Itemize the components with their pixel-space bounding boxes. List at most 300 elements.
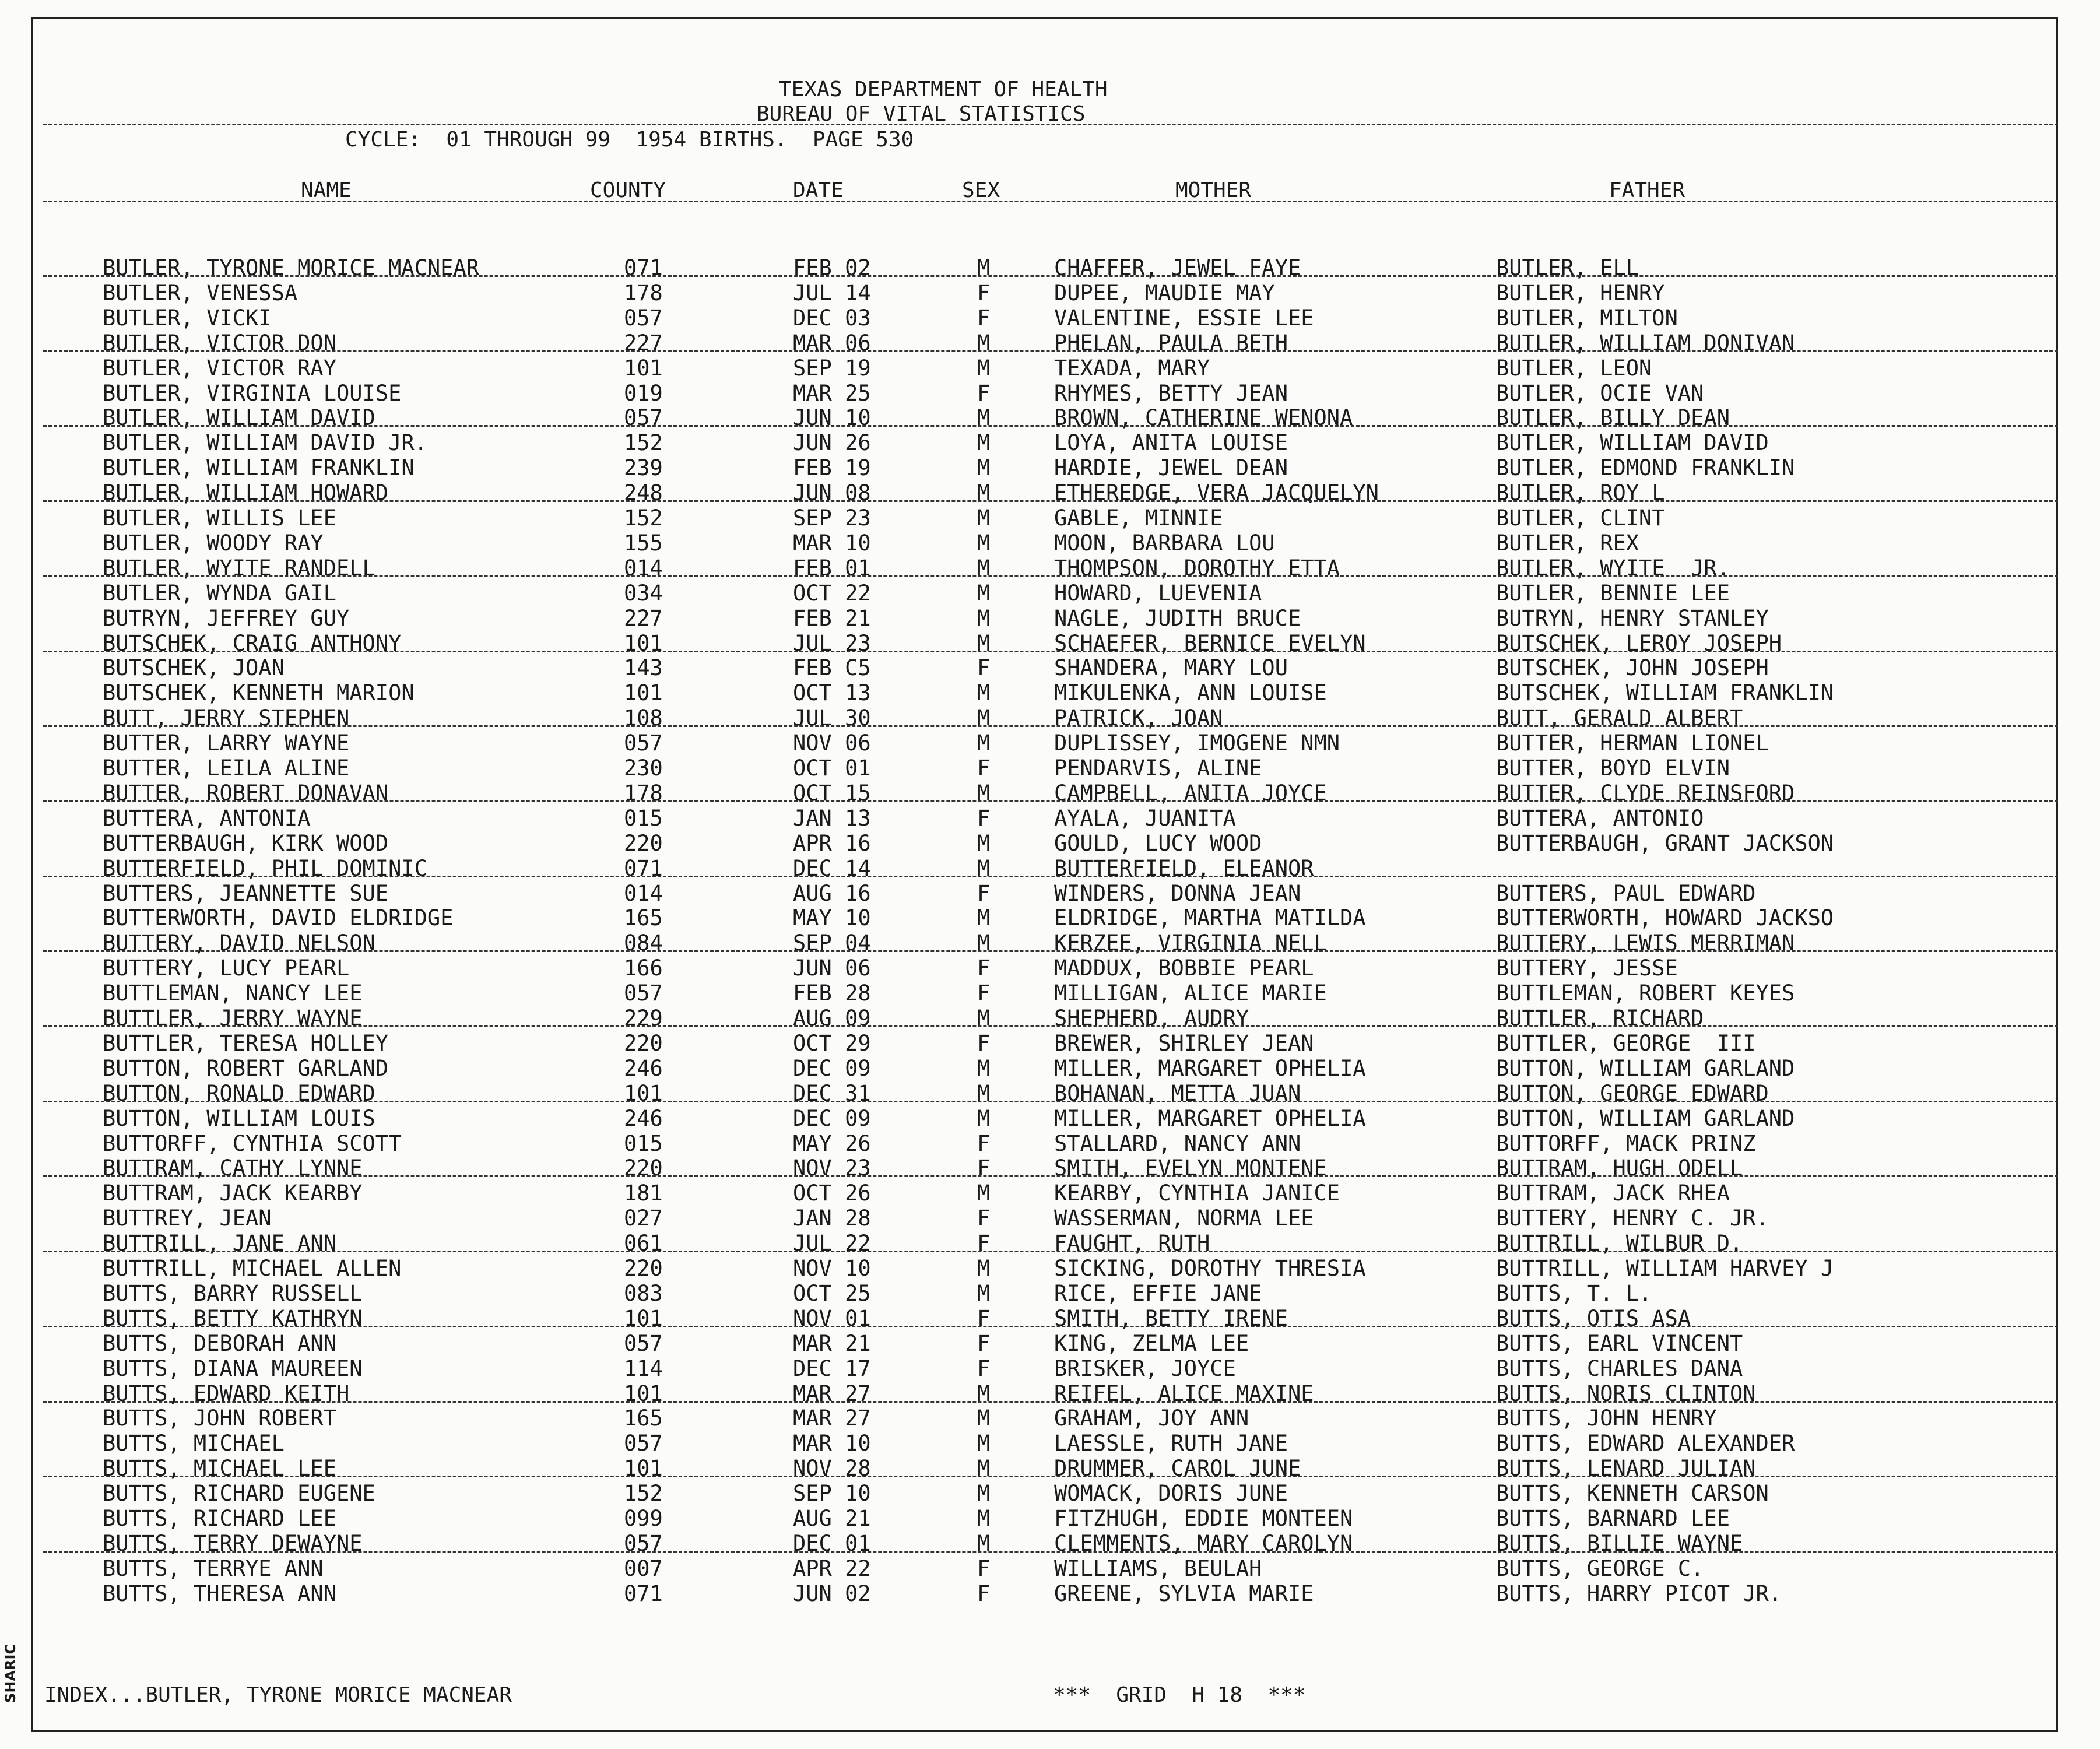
cell-sex: M xyxy=(977,1531,991,1556)
cell-name: BUTLER, WYNDA GAIL xyxy=(103,581,336,606)
cell-father: BUTTON, WILLIAM GARLAND xyxy=(1496,1056,1795,1081)
cell-date: DEC 14 xyxy=(793,856,871,881)
cell-name: BUTLER, VICKI xyxy=(103,305,272,331)
row-rule xyxy=(43,1476,2058,1477)
cell-name: BUTTS, RICHARD LEE xyxy=(103,1506,336,1531)
cell-sex: F xyxy=(977,1581,991,1606)
cell-sex: M xyxy=(977,531,991,556)
cell-name: BUTTERA, ANTONIA xyxy=(103,806,311,831)
cell-county: 057 xyxy=(624,405,663,430)
cell-county: 034 xyxy=(624,581,663,606)
cell-county: 166 xyxy=(624,956,663,981)
col-mother: MOTHER xyxy=(1175,178,1252,202)
cell-father: BUTTS, HARRY PICOT JR. xyxy=(1496,1581,1782,1606)
cell-name: BUTTERY, DAVID NELSON xyxy=(103,930,375,956)
cell-county: 019 xyxy=(624,381,663,406)
table-row xyxy=(0,730,2100,756)
cell-sex: F xyxy=(977,305,991,331)
table-row xyxy=(0,430,2100,455)
table-row xyxy=(0,1581,2100,1606)
cell-county: 220 xyxy=(624,1156,663,1181)
cell-father: BUTSCHEK, LEROY JOSEPH xyxy=(1496,631,1782,656)
table-row xyxy=(0,606,2100,631)
cell-sex: F xyxy=(977,1156,991,1181)
row-rule xyxy=(43,350,2058,352)
table-row xyxy=(0,381,2100,406)
row-rule xyxy=(43,876,2058,877)
row-rule xyxy=(43,1025,2058,1027)
cell-father: BUTLER, ROY L xyxy=(1496,480,1665,505)
cell-county: 239 xyxy=(624,455,663,480)
cell-father: BUTTERBAUGH, GRANT JACKSON xyxy=(1496,831,1834,856)
cell-date: OCT 29 xyxy=(793,1031,871,1056)
cell-mother: SHANDERA, MARY LOU xyxy=(1054,655,1288,680)
cell-sex: M xyxy=(977,930,991,956)
cell-father: BUTTRILL, WILBUR D. xyxy=(1496,1231,1743,1256)
cell-sex: M xyxy=(977,856,991,881)
cell-county: 220 xyxy=(624,1031,663,1056)
cell-date: NOV 23 xyxy=(793,1156,871,1181)
cell-father: BUTTS, T. L. xyxy=(1496,1281,1652,1306)
grid-label: *** GRID H 18 *** xyxy=(1053,1683,1306,1707)
row-rule xyxy=(43,725,2058,727)
cell-father: BUTLER, CLINT xyxy=(1496,505,1665,531)
cell-name: BUTTS, EDWARD KEITH xyxy=(103,1381,350,1406)
cell-mother: RHYMES, BETTY JEAN xyxy=(1054,381,1288,406)
table-row xyxy=(0,531,2100,556)
cell-sex: M xyxy=(977,480,991,505)
cell-name: BUTTS, RICHARD EUGENE xyxy=(103,1481,375,1506)
cell-date: FEB C5 xyxy=(793,655,871,680)
cell-date: MAR 27 xyxy=(793,1381,871,1406)
cell-county: 101 xyxy=(624,356,663,381)
cell-date: DEC 17 xyxy=(793,1356,871,1381)
cell-county: 178 xyxy=(624,781,663,806)
cell-mother: STALLARD, NANCY ANN xyxy=(1054,1131,1301,1156)
cell-name: BUTLER, VICTOR DON xyxy=(103,331,336,356)
cell-name: BUTTRILL, MICHAEL ALLEN xyxy=(103,1256,402,1281)
cell-mother: WOMACK, DORIS JUNE xyxy=(1054,1481,1288,1506)
cell-date: MAR 25 xyxy=(793,381,871,406)
cell-name: BUTLER, WILLIS LEE xyxy=(103,505,336,531)
cell-father: BUTTRAM, HUGH ODELL xyxy=(1496,1156,1743,1181)
cell-county: 152 xyxy=(624,1481,663,1506)
cell-sex: F xyxy=(977,1331,991,1356)
cell-date: MAY 26 xyxy=(793,1131,871,1156)
cell-father: BUTTS, OTIS ASA xyxy=(1496,1306,1691,1331)
cell-sex: M xyxy=(977,1431,991,1456)
cell-father: BUTSCHEK, JOHN JOSEPH xyxy=(1496,655,1769,680)
cell-date: MAR 21 xyxy=(793,1331,871,1356)
col-sex: SEX xyxy=(962,178,1000,202)
cell-name: BUTLER, WILLIAM DAVID xyxy=(103,405,375,430)
cell-county: 083 xyxy=(624,1281,663,1306)
cell-name: BUTTS, BARRY RUSSELL xyxy=(103,1281,363,1306)
cell-father: BUTTERY, JESSE xyxy=(1496,956,1678,981)
cell-mother: BOHANAN, METTA JUAN xyxy=(1054,1081,1301,1106)
cell-county: 246 xyxy=(624,1056,663,1081)
cell-name: BUTSCHEK, KENNETH MARION xyxy=(103,680,415,705)
cell-name: BUTTERY, LUCY PEARL xyxy=(103,956,350,981)
cell-name: BUTTS, MICHAEL xyxy=(103,1431,285,1456)
cell-name: BUTT, JERRY STEPHEN xyxy=(103,705,350,730)
cell-date: APR 16 xyxy=(793,831,871,856)
cell-date: JUL 22 xyxy=(793,1231,871,1256)
table-row xyxy=(0,1206,2100,1231)
cell-father: BUTLER, BENNIE LEE xyxy=(1496,581,1730,606)
cell-county: 015 xyxy=(624,1131,663,1156)
cell-father: BUTLER, WILLIAM DAVID xyxy=(1496,430,1769,455)
row-rule xyxy=(43,1326,2058,1327)
cell-date: DEC 01 xyxy=(793,1531,871,1556)
bureau-title: BUREAU OF VITAL STATISTICS xyxy=(757,102,1086,126)
cell-sex: M xyxy=(977,1256,991,1281)
cell-name: BUTTON, RONALD EDWARD xyxy=(103,1081,375,1106)
table-row xyxy=(0,1331,2100,1356)
cell-mother: DUPEE, MAUDIE MAY xyxy=(1054,280,1275,305)
cell-father: BUTTLER, RICHARD xyxy=(1496,1006,1704,1031)
cell-father: BUTLER, MILTON xyxy=(1496,305,1678,331)
cell-father: BUTTERY, HENRY C. JR. xyxy=(1496,1206,1769,1231)
table-row xyxy=(0,680,2100,705)
row-rule xyxy=(43,950,2058,952)
table-row xyxy=(0,1356,2100,1381)
cell-father: BUTTRILL, WILLIAM HARVEY J xyxy=(1496,1256,1834,1281)
cell-mother: PHELAN, PAULA BETH xyxy=(1054,331,1288,356)
cell-sex: F xyxy=(977,1306,991,1331)
cell-sex: F xyxy=(977,381,991,406)
cell-mother: MILLIGAN, ALICE MARIE xyxy=(1054,981,1327,1006)
cell-father: BUTLER, ELL xyxy=(1496,255,1639,280)
table-row xyxy=(0,505,2100,531)
col-county: COUNTY xyxy=(590,178,666,202)
cell-date: OCT 13 xyxy=(793,680,871,705)
cell-mother: CAMPBELL, ANITA JOYCE xyxy=(1054,781,1327,806)
cell-name: BUTSCHEK, CRAIG ANTHONY xyxy=(103,631,402,656)
cell-sex: M xyxy=(977,1081,991,1106)
cell-father: BUTTER, HERMAN LIONEL xyxy=(1496,730,1769,756)
cell-sex: M xyxy=(977,1456,991,1481)
cell-mother: ETHEREDGE, VERA JACQUELYN xyxy=(1054,480,1379,505)
cell-county: 071 xyxy=(624,1581,663,1606)
cell-date: SEP 23 xyxy=(793,505,871,531)
cell-date: JUL 14 xyxy=(793,280,871,305)
cell-mother: MOON, BARBARA LOU xyxy=(1054,531,1275,556)
cell-sex: M xyxy=(977,255,991,280)
cell-father: BUTSCHEK, WILLIAM FRANKLIN xyxy=(1496,680,1834,705)
table-row xyxy=(0,905,2100,930)
cell-father: BUTTS, CHARLES DANA xyxy=(1496,1356,1743,1381)
cell-father: BUTTERY, LEWIS MERRIMAN xyxy=(1496,930,1795,956)
cell-name: BUTTS, DIANA MAUREEN xyxy=(103,1356,363,1381)
cell-name: BUTTERS, JEANNETTE SUE xyxy=(103,881,389,906)
cell-name: BUTLER, WILLIAM DAVID JR. xyxy=(103,430,427,455)
cell-sex: F xyxy=(977,1031,991,1056)
cell-county: 014 xyxy=(624,881,663,906)
cell-name: BUTTERBAUGH, KIRK WOOD xyxy=(103,831,389,856)
cell-county: 246 xyxy=(624,1106,663,1131)
cell-county: 071 xyxy=(624,255,663,280)
cell-county: 155 xyxy=(624,531,663,556)
cell-date: JUN 06 xyxy=(793,956,871,981)
row-rule xyxy=(43,1251,2058,1252)
cell-mother: BROWN, CATHERINE WENONA xyxy=(1054,405,1353,430)
cell-father: BUTTS, BILLIE WAYNE xyxy=(1496,1531,1743,1556)
cell-name: BUTTS, TERRY DEWAYNE xyxy=(103,1531,363,1556)
cell-date: JUN 26 xyxy=(793,430,871,455)
cell-sex: M xyxy=(977,1106,991,1131)
cell-county: 220 xyxy=(624,831,663,856)
cell-date: AUG 09 xyxy=(793,1006,871,1031)
cell-date: SEP 04 xyxy=(793,930,871,956)
cell-county: 101 xyxy=(624,631,663,656)
cell-date: FEB 28 xyxy=(793,981,871,1006)
cell-name: BUTTER, ROBERT DONAVAN xyxy=(103,781,389,806)
cell-father: BUTTER, BOYD ELVIN xyxy=(1496,756,1730,781)
row-rule xyxy=(43,1101,2058,1102)
table-row xyxy=(0,1256,2100,1281)
cell-county: 057 xyxy=(624,1531,663,1556)
cell-father: BUTTLER, GEORGE III xyxy=(1496,1031,1756,1056)
cell-county: 178 xyxy=(624,280,663,305)
cell-father: BUTTLEMAN, ROBERT KEYES xyxy=(1496,981,1795,1006)
row-rule xyxy=(43,800,2058,802)
cell-county: 007 xyxy=(624,1556,663,1581)
cell-name: BUTTRILL, JANE ANN xyxy=(103,1231,336,1256)
cell-sex: F xyxy=(977,956,991,981)
cell-father: BUTTS, GEORGE C. xyxy=(1496,1556,1704,1581)
table-row xyxy=(0,956,2100,981)
row-rule xyxy=(43,651,2058,652)
cell-date: NOV 28 xyxy=(793,1456,871,1481)
cell-name: BUTTS, BETTY KATHRYN xyxy=(103,1306,363,1331)
cell-father: BUTTON, GEORGE EDWARD xyxy=(1496,1081,1769,1106)
cell-mother: TEXADA, MARY xyxy=(1054,356,1210,381)
cell-name: BUTTER, LARRY WAYNE xyxy=(103,730,350,756)
cell-date: DEC 03 xyxy=(793,305,871,331)
table-row xyxy=(0,881,2100,906)
cell-father: BUTLER, OCIE VAN xyxy=(1496,381,1704,406)
cell-county: 165 xyxy=(624,905,663,930)
cell-name: BUTTLEMAN, NANCY LEE xyxy=(103,981,363,1006)
cell-date: JUN 08 xyxy=(793,480,871,505)
cell-sex: M xyxy=(977,455,991,480)
header-rule xyxy=(43,124,2058,125)
cell-sex: M xyxy=(977,556,991,581)
cell-county: 101 xyxy=(624,680,663,705)
cell-mother: SCHAEFER, BERNICE EVELYN xyxy=(1054,631,1366,656)
cell-sex: M xyxy=(977,1181,991,1206)
col-date: DATE xyxy=(793,178,844,202)
cell-county: 057 xyxy=(624,1431,663,1456)
cell-name: BUTTS, THERESA ANN xyxy=(103,1581,336,1606)
cell-mother: MILLER, MARGARET OPHELIA xyxy=(1054,1056,1366,1081)
cell-county: 014 xyxy=(624,556,663,581)
cell-sex: F xyxy=(977,655,991,680)
cell-sex: M xyxy=(977,680,991,705)
cell-county: 057 xyxy=(624,1331,663,1356)
cell-name: BUTRYN, JEFFREY GUY xyxy=(103,606,350,631)
cell-date: MAR 06 xyxy=(793,331,871,356)
cell-date: MAR 10 xyxy=(793,1431,871,1456)
cell-name: BUTTRAM, CATHY LYNNE xyxy=(103,1156,363,1181)
cell-mother: PATRICK, JOAN xyxy=(1054,705,1223,730)
cell-date: DEC 31 xyxy=(793,1081,871,1106)
cell-date: JUN 10 xyxy=(793,405,871,430)
cell-county: 165 xyxy=(624,1406,663,1431)
table-row xyxy=(0,455,2100,480)
cell-date: OCT 01 xyxy=(793,756,871,781)
cell-name: BUTTS, DEBORAH ANN xyxy=(103,1331,336,1356)
cell-mother: REIFEL, ALICE MAXINE xyxy=(1054,1381,1314,1406)
cell-sex: M xyxy=(977,1406,991,1431)
cell-sex: F xyxy=(977,1356,991,1381)
cell-date: AUG 16 xyxy=(793,881,871,906)
cell-sex: M xyxy=(977,606,991,631)
cell-date: FEB 01 xyxy=(793,556,871,581)
cell-date: FEB 21 xyxy=(793,606,871,631)
cell-mother: PENDARVIS, ALINE xyxy=(1054,756,1262,781)
cell-sex: F xyxy=(977,1556,991,1581)
cell-name: BUTTS, MICHAEL LEE xyxy=(103,1456,336,1481)
cell-county: 220 xyxy=(624,1256,663,1281)
cell-mother: GABLE, MINNIE xyxy=(1054,505,1223,531)
cell-county: 181 xyxy=(624,1181,663,1206)
cell-sex: M xyxy=(977,730,991,756)
cell-mother: BUTTERFIELD, ELEANOR xyxy=(1054,856,1314,881)
cell-name: BUTLER, VENESSA xyxy=(103,280,298,305)
cell-date: APR 22 xyxy=(793,1556,871,1581)
cell-father: BUTTS, LENARD JULIAN xyxy=(1496,1456,1756,1481)
cell-mother: FITZHUGH, EDDIE MONTEEN xyxy=(1054,1506,1353,1531)
cell-date: OCT 25 xyxy=(793,1281,871,1306)
cell-father: BUTTORFF, MACK PRINZ xyxy=(1496,1131,1756,1156)
cell-county: 101 xyxy=(624,1456,663,1481)
cell-father: BUTTS, NORIS CLINTON xyxy=(1496,1381,1756,1406)
cell-father: BUTTS, EARL VINCENT xyxy=(1496,1331,1743,1356)
cell-father: BUTLER, REX xyxy=(1496,531,1639,556)
row-rule xyxy=(43,275,2058,277)
cell-mother: NAGLE, JUDITH BRUCE xyxy=(1054,606,1301,631)
cell-county: 057 xyxy=(624,730,663,756)
cell-county: 152 xyxy=(624,505,663,531)
row-rule xyxy=(43,575,2058,577)
cell-father: BUTTS, BARNARD LEE xyxy=(1496,1506,1730,1531)
cell-sex: M xyxy=(977,631,991,656)
cell-date: SEP 19 xyxy=(793,356,871,381)
cell-sex: F xyxy=(977,1231,991,1256)
cell-mother: WILLIAMS, BEULAH xyxy=(1054,1556,1262,1581)
cell-mother: KERZEE, VIRGINIA NELL xyxy=(1054,930,1327,956)
cell-county: 061 xyxy=(624,1231,663,1256)
cell-mother: BREWER, SHIRLEY JEAN xyxy=(1054,1031,1314,1056)
cell-sex: M xyxy=(977,430,991,455)
row-rule xyxy=(43,1175,2058,1177)
cell-county: 057 xyxy=(624,981,663,1006)
cell-mother: GREENE, SYLVIA MARIE xyxy=(1054,1581,1314,1606)
cell-mother: MILLER, MARGARET OPHELIA xyxy=(1054,1106,1366,1131)
cell-name: BUTTON, WILLIAM LOUIS xyxy=(103,1106,375,1131)
cell-county: 084 xyxy=(624,930,663,956)
cell-mother: RICE, EFFIE JANE xyxy=(1054,1281,1262,1306)
cell-mother: AYALA, JUANITA xyxy=(1054,806,1236,831)
table-row xyxy=(0,756,2100,781)
cell-date: MAY 10 xyxy=(793,905,871,930)
row-rule xyxy=(43,500,2058,502)
cell-mother: HARDIE, JEWEL DEAN xyxy=(1054,455,1288,480)
table-row xyxy=(0,1131,2100,1156)
cell-mother: MIKULENKA, ANN LOUISE xyxy=(1054,680,1327,705)
cell-mother: FAUGHT, RUTH xyxy=(1054,1231,1210,1256)
table-row xyxy=(0,581,2100,606)
cell-father: BUTTS, KENNETH CARSON xyxy=(1496,1481,1769,1506)
cell-name: BUTLER, VIRGINIA LOUISE xyxy=(103,381,402,406)
cell-date: AUG 21 xyxy=(793,1506,871,1531)
cell-county: 248 xyxy=(624,480,663,505)
table-row xyxy=(0,1031,2100,1056)
cell-mother: LAESSLE, RUTH JANE xyxy=(1054,1431,1288,1456)
cell-mother: WASSERMAN, NORMA LEE xyxy=(1054,1206,1314,1231)
index-label: INDEX...BUTLER, TYRONE MORICE MACNEAR xyxy=(44,1683,512,1707)
cell-date: JUL 23 xyxy=(793,631,871,656)
cell-mother: HOWARD, LUEVENIA xyxy=(1054,581,1262,606)
cell-sex: M xyxy=(977,1281,991,1306)
cell-name: BUTTERFIELD, PHIL DOMINIC xyxy=(103,856,427,881)
cell-mother: CHAFFER, JEWEL FAYE xyxy=(1054,255,1301,280)
cell-father: BUTTERA, ANTONIO xyxy=(1496,806,1704,831)
cell-date: DEC 09 xyxy=(793,1056,871,1081)
cell-sex: F xyxy=(977,1206,991,1231)
cell-county: 099 xyxy=(624,1506,663,1531)
cell-father: BUTLER, HENRY xyxy=(1496,280,1665,305)
cell-sex: M xyxy=(977,331,991,356)
cycle-line: CYCLE: 01 THROUGH 99 1954 BIRTHS. PAGE 530 xyxy=(345,128,914,152)
table-row xyxy=(0,1281,2100,1306)
cell-county: 114 xyxy=(624,1356,663,1381)
table-row xyxy=(0,806,2100,831)
cell-sex: M xyxy=(977,705,991,730)
cell-county: 101 xyxy=(624,1306,663,1331)
cell-date: DEC 09 xyxy=(793,1106,871,1131)
cell-name: BUTSCHEK, JOAN xyxy=(103,655,285,680)
table-row xyxy=(0,1106,2100,1131)
cell-date: JUL 30 xyxy=(793,705,871,730)
department-title: TEXAS DEPARTMENT OF HEALTH xyxy=(779,78,1108,101)
cell-name: BUTLER, TYRONE MORICE MACNEAR xyxy=(103,255,480,280)
cell-mother: DUPLISSEY, IMOGENE NMN xyxy=(1054,730,1340,756)
cell-name: BUTLER, WYITE RANDELL xyxy=(103,556,375,581)
cell-father: BUTTERS, PAUL EDWARD xyxy=(1496,881,1756,906)
cell-mother: ELDRIDGE, MARTHA MATILDA xyxy=(1054,905,1366,930)
table-row xyxy=(0,280,2100,305)
cell-sex: F xyxy=(977,981,991,1006)
cell-mother: SHEPHERD, AUDRY xyxy=(1054,1006,1249,1031)
cell-county: 227 xyxy=(624,606,663,631)
cell-sex: M xyxy=(977,831,991,856)
cell-date: FEB 19 xyxy=(793,455,871,480)
cell-name: BUTTER, LEILA ALINE xyxy=(103,756,350,781)
cell-name: BUTTREY, JEAN xyxy=(103,1206,272,1231)
cell-father: BUTLER, WILLIAM DONIVAN xyxy=(1496,331,1795,356)
cell-name: BUTLER, WILLIAM FRANKLIN xyxy=(103,455,415,480)
cell-name: BUTTORFF, CYNTHIA SCOTT xyxy=(103,1131,402,1156)
cell-name: BUTTRAM, JACK KEARBY xyxy=(103,1181,363,1206)
cell-name: BUTTLER, TERESA HOLLEY xyxy=(103,1031,389,1056)
cell-mother: WINDERS, DONNA JEAN xyxy=(1054,881,1301,906)
cell-mother: KEARBY, CYNTHIA JANICE xyxy=(1054,1181,1340,1206)
cell-father: BUTLER, EDMOND FRANKLIN xyxy=(1496,455,1795,480)
cell-mother: GOULD, LUCY WOOD xyxy=(1054,831,1262,856)
